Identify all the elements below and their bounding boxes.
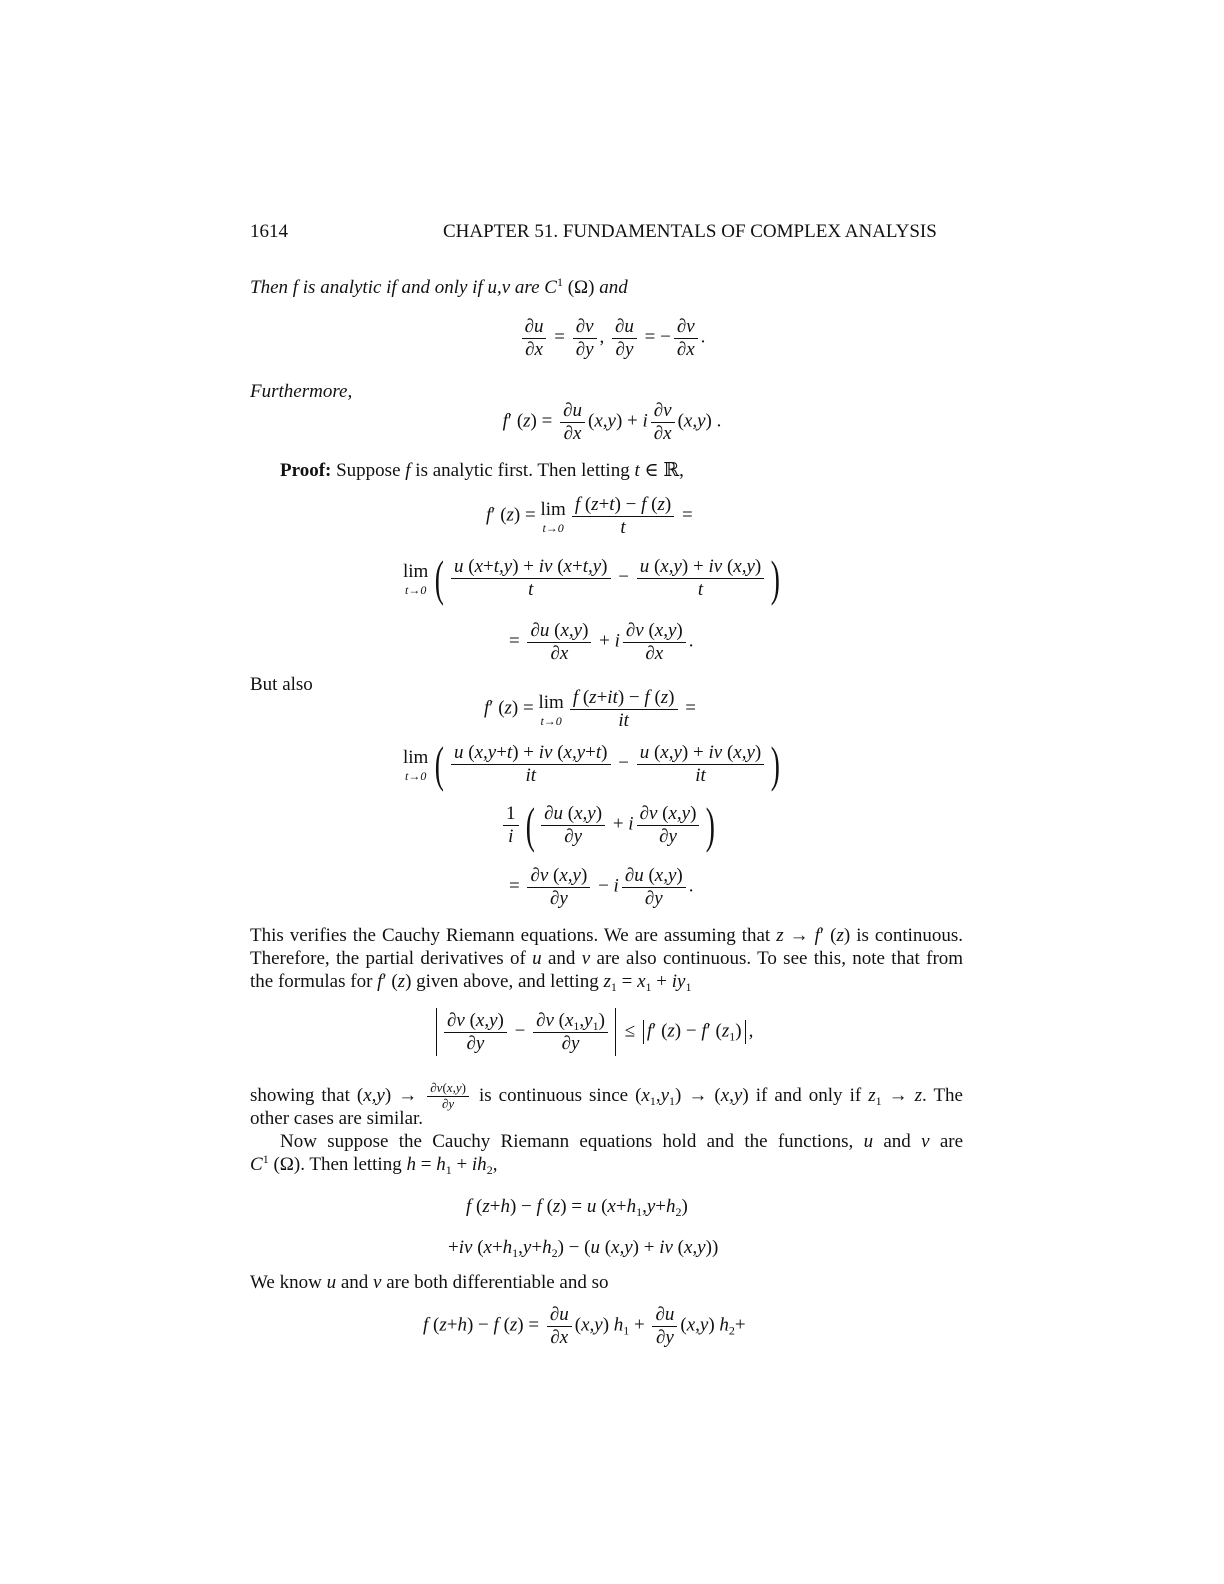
eq-limit-imag-2: lim t→0 ( $\frac{u (x,y+t) + iv (x,y+t)}{it}$ − $\frac{u (x,y) + iv (x,y)}{it}$ ) [403, 736, 781, 792]
theorem-and: and [599, 277, 628, 298]
we-know-end: are both differentiable and so [386, 1272, 609, 1293]
verifies-text: This verifies the Cauchy Riemann equations. We are assuming that [250, 925, 771, 946]
theorem-statement: Then f is analytic if and only if u,v are $C^1$ (Ω) and [250, 275, 628, 298]
eq-difference-1: f (z+h) − f (z) = u $(x+h_1,y+h_2)$ [466, 1196, 688, 1219]
eq-difference-2: +iv $(x+h_1,y+h_2) - (u$ (x,y) + iv (x,y)) [448, 1237, 719, 1260]
formulas-text: the formulas for [250, 971, 373, 992]
paragraph-line-7: $C^1$ (Ω). Then letting $h = h_1 + ih_2$, [250, 1152, 498, 1177]
proof-intro-text-2: is analytic first. Then letting [415, 460, 630, 481]
paragraph-line-1: This verifies the Cauchy Riemann equations. We are assuming that z → f′ (z) is continuous. [250, 925, 964, 946]
derivative-formula: f′ (z) = $\frac{\partial u}{\partial x}$ (x,y) + i $\frac{\partial v}{\partial x}$ (x,y) . [502, 400, 722, 444]
eq-limit-real-2: lim t→0 ( $\frac{u (x+t,y) + iv (x+t,y)}{t}$ − $\frac{u (x,y) + iv (x,y)}{t}$ ) [403, 550, 781, 606]
eq-limit-imag-4: = $\frac{\partial v (x,y)}{\partial y}$ − i $\frac{\partial u (x,y)}{\partial y}$ . [509, 865, 694, 909]
theorem-are: are [514, 277, 540, 298]
proof-label: Proof: [280, 460, 332, 481]
we-know-and: and [340, 1272, 369, 1293]
then-letting: . Then letting [300, 1154, 402, 1175]
eq-limit-real-3: = $\frac{\partial u (x,y)}{\partial x}$ + i $\frac{\partial v (x,y)}{\partial x}$ . [509, 620, 694, 664]
verifies-end: is continuous. [856, 925, 964, 946]
cauchy-riemann-equations: $\frac{\partial u}{\partial x}$ = $\frac{\partial v}{\partial y}$ , $\frac{\partial u}{\partial y}$ = − $\frac{\partial v}{\partial x}$ . [0, 316, 1224, 361]
paragraph-line-4: showing that (x,y) → $\frac{\partial v(x,y)}{\partial y}$ is continuous since $(x_1,y_1) \to (x,y)$ if and only if $z_1 \to z$. The [250, 1080, 963, 1111]
now-and: and [883, 1131, 911, 1152]
eq-limit-imag-1: f′ (z) = lim t→0 $\frac{f (z+it) - f (z)}{it}$ = [484, 687, 696, 731]
running-title: CHAPTER 51. FUNDAMENTALS OF COMPLEX ANALYSIS [443, 221, 937, 242]
eq-limit-real-1: f′ (z) = lim t→0 $\frac{f (z+t) - f (z)}{t}$ = [486, 494, 693, 538]
theorem-analytic-text: is analytic if and only if [302, 277, 483, 298]
showing-text: showing that [250, 1084, 350, 1106]
theorem-then: Then [250, 277, 288, 298]
showing-end: . The [922, 1084, 963, 1106]
we-know-text: We know [250, 1272, 322, 1293]
paragraph-line-6: Now suppose the Cauchy Riemann equations hold and the functions, u and v are [280, 1131, 964, 1152]
paragraph-line-3: the formulas for f′ (z) given above, and letting $z_1 = x_1 + iy_1$ [250, 971, 692, 994]
paragraph-line-5: other cases are similar. [250, 1108, 424, 1129]
showing-iff: if and only if [755, 1084, 862, 1106]
eq-limit-imag-3: $\frac{1}{i}$ ( $\frac{\partial u (x,y)}{\partial y}$ + i $\frac{\partial v (x,y)}{\partial y}$ ) [500, 800, 719, 850]
page-number: 1614 [250, 221, 288, 242]
proof-intro: Proof: Suppose f is analytic first. Then letting t ∈ ℝ, [280, 460, 684, 481]
eq-inequality: $\frac{\partial v (x,y)}{\partial y}$ − $\frac{\partial v (x_1,y_1)}{\partial y}$ ≤ f′ (z) − f′ $(z_1)$ , [432, 1008, 753, 1056]
eq-differential: f (z+h) − f (z) = $\frac{\partial u}{\partial x}$ (x,y) $h_1$ + $\frac{\partial u}{\partial y}$ (x,y) $h_2+$ [423, 1304, 746, 1348]
formulas-mid: given above, and letting [416, 971, 599, 992]
therefore-end: are also continuous. To see this, note that from [596, 948, 964, 969]
now-are: are [939, 1131, 964, 1152]
paragraph-line-8: We know u and v are both differentiable and so [250, 1272, 609, 1293]
therefore-and: and [548, 948, 576, 969]
but-also-text: But also [250, 674, 313, 695]
furthermore-label: Furthermore, [250, 381, 353, 402]
therefore-text: Therefore, the partial derivatives of [250, 948, 526, 969]
paragraph-line-2: Therefore, the partial derivatives of u and v are also continuous. To see this, note that from [250, 948, 964, 969]
proof-intro-text: Suppose [336, 460, 401, 481]
showing-mid: is continuous since [478, 1084, 629, 1106]
now-suppose-text: Now suppose the Cauchy Riemann equations hold and the functions, [280, 1131, 854, 1152]
